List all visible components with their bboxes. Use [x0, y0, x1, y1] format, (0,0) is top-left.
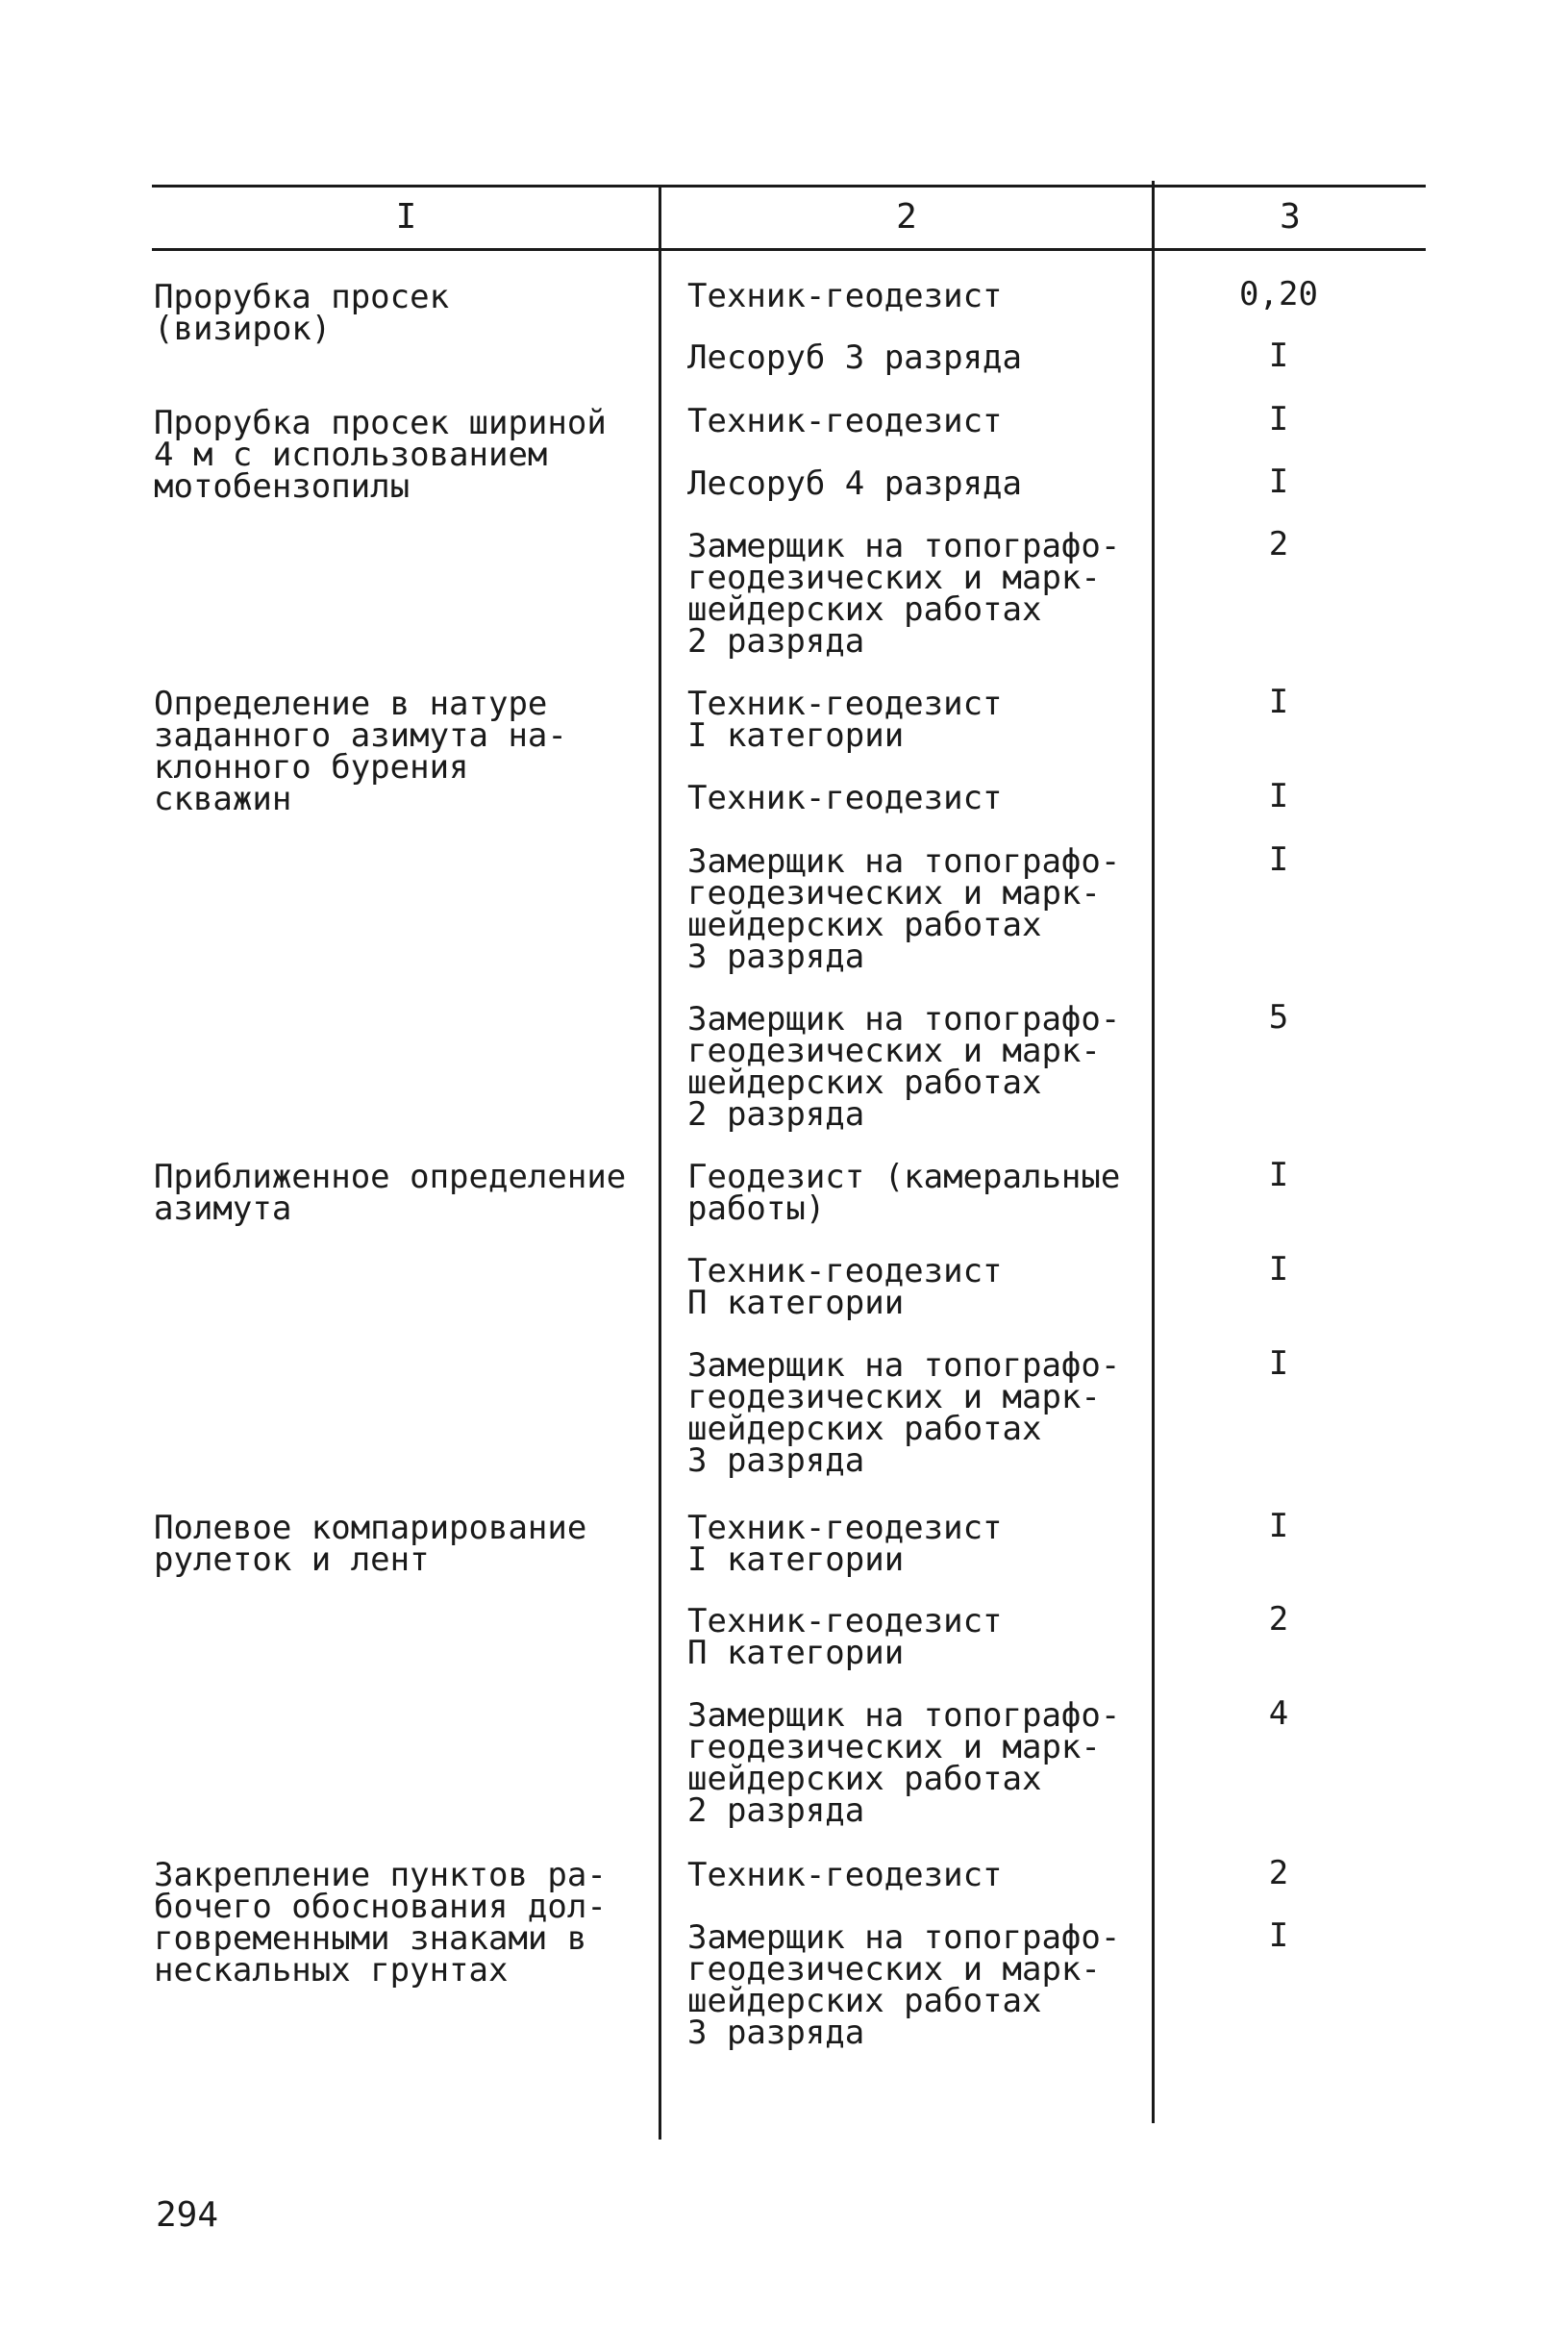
value-cell: 2: [1268, 1600, 1289, 1639]
work-description: Полевое компарирование рулеток и лент: [154, 1509, 587, 1579]
worker-title: Техник-геодезист: [687, 402, 1003, 440]
work-description: Определение в натуре заданного азимута на- клонного бурения скважин: [154, 685, 567, 818]
worker-title: Техник-геодезист: [687, 779, 1003, 817]
value-cell: I: [1268, 777, 1289, 815]
worker-title: Замерщик на топографо- геодезических и марк- шейдерских работах 2 разряда: [687, 527, 1121, 661]
worker-title: Замерщик на топографо- геодезических и марк- шейдерских работах 2 разряда: [687, 1696, 1121, 1830]
worker-title: Замерщик на топографо- геодезических и марк- шейдерских работах 3 разряда: [687, 842, 1121, 976]
work-description: Прорубка просек шириной 4 м с использованием мотобензопилы: [154, 404, 607, 506]
column-divider-1: [659, 185, 661, 2140]
table-top-rule: [152, 185, 1426, 188]
value-cell: I: [1268, 337, 1289, 375]
value-cell: I: [1268, 400, 1289, 438]
header-col3: 3: [1280, 197, 1301, 237]
value-cell: 2: [1268, 525, 1289, 563]
value-cell: 4: [1268, 1694, 1289, 1733]
header-bottom-rule: [152, 248, 1426, 251]
value-cell: I: [1268, 1507, 1289, 1545]
worker-title: Лесоруб 3 разряда: [687, 338, 1022, 377]
worker-title: Техник-геодезист П категории: [687, 1602, 1003, 1672]
worker-title: Техник-геодезист: [687, 277, 1003, 315]
work-description: Приближенное определение азимута: [154, 1158, 627, 1228]
value-cell: I: [1268, 683, 1289, 721]
column-divider-2: [1152, 181, 1155, 2123]
worker-title: Замерщик на топографо- геодезических и марк- шейдерских работах 2 разряда: [687, 1000, 1121, 1134]
value-cell: I: [1268, 1344, 1289, 1383]
worker-title: Техник-геодезист: [687, 1856, 1003, 1894]
value-cell: I: [1268, 1250, 1289, 1289]
worker-title: Техник-геодезист I категории: [687, 1509, 1003, 1579]
worker-title: Геодезист (камеральные работы): [687, 1158, 1121, 1228]
worker-title: Техник-геодезист I категории: [687, 685, 1003, 755]
header-col2: 2: [896, 197, 917, 237]
value-cell: 5: [1268, 998, 1289, 1037]
worker-title: Замерщик на топографо- геодезических и марк- шейдерских работах 3 разряда: [687, 1346, 1121, 1480]
value-cell: 0,20: [1239, 275, 1318, 313]
value-cell: I: [1268, 840, 1289, 879]
value-cell: I: [1268, 1156, 1289, 1194]
worker-title: Лесоруб 4 разряда: [687, 464, 1022, 503]
page-number: 294: [156, 2195, 219, 2235]
worker-title: Техник-геодезист П категории: [687, 1252, 1003, 1322]
value-cell: I: [1268, 1916, 1289, 1955]
worker-title: Замерщик на топографо- геодезических и марк- шейдерских работах 3 разряда: [687, 1918, 1121, 2052]
value-cell: 2: [1268, 1854, 1289, 1892]
work-description: Прорубка просек (визирок): [154, 278, 450, 348]
value-cell: I: [1268, 463, 1289, 501]
header-col1: I: [395, 197, 417, 237]
work-description: Закрепление пунктов ра- бочего обоснования дол- говременными знаками в нескальных грунтах: [154, 1856, 607, 1990]
